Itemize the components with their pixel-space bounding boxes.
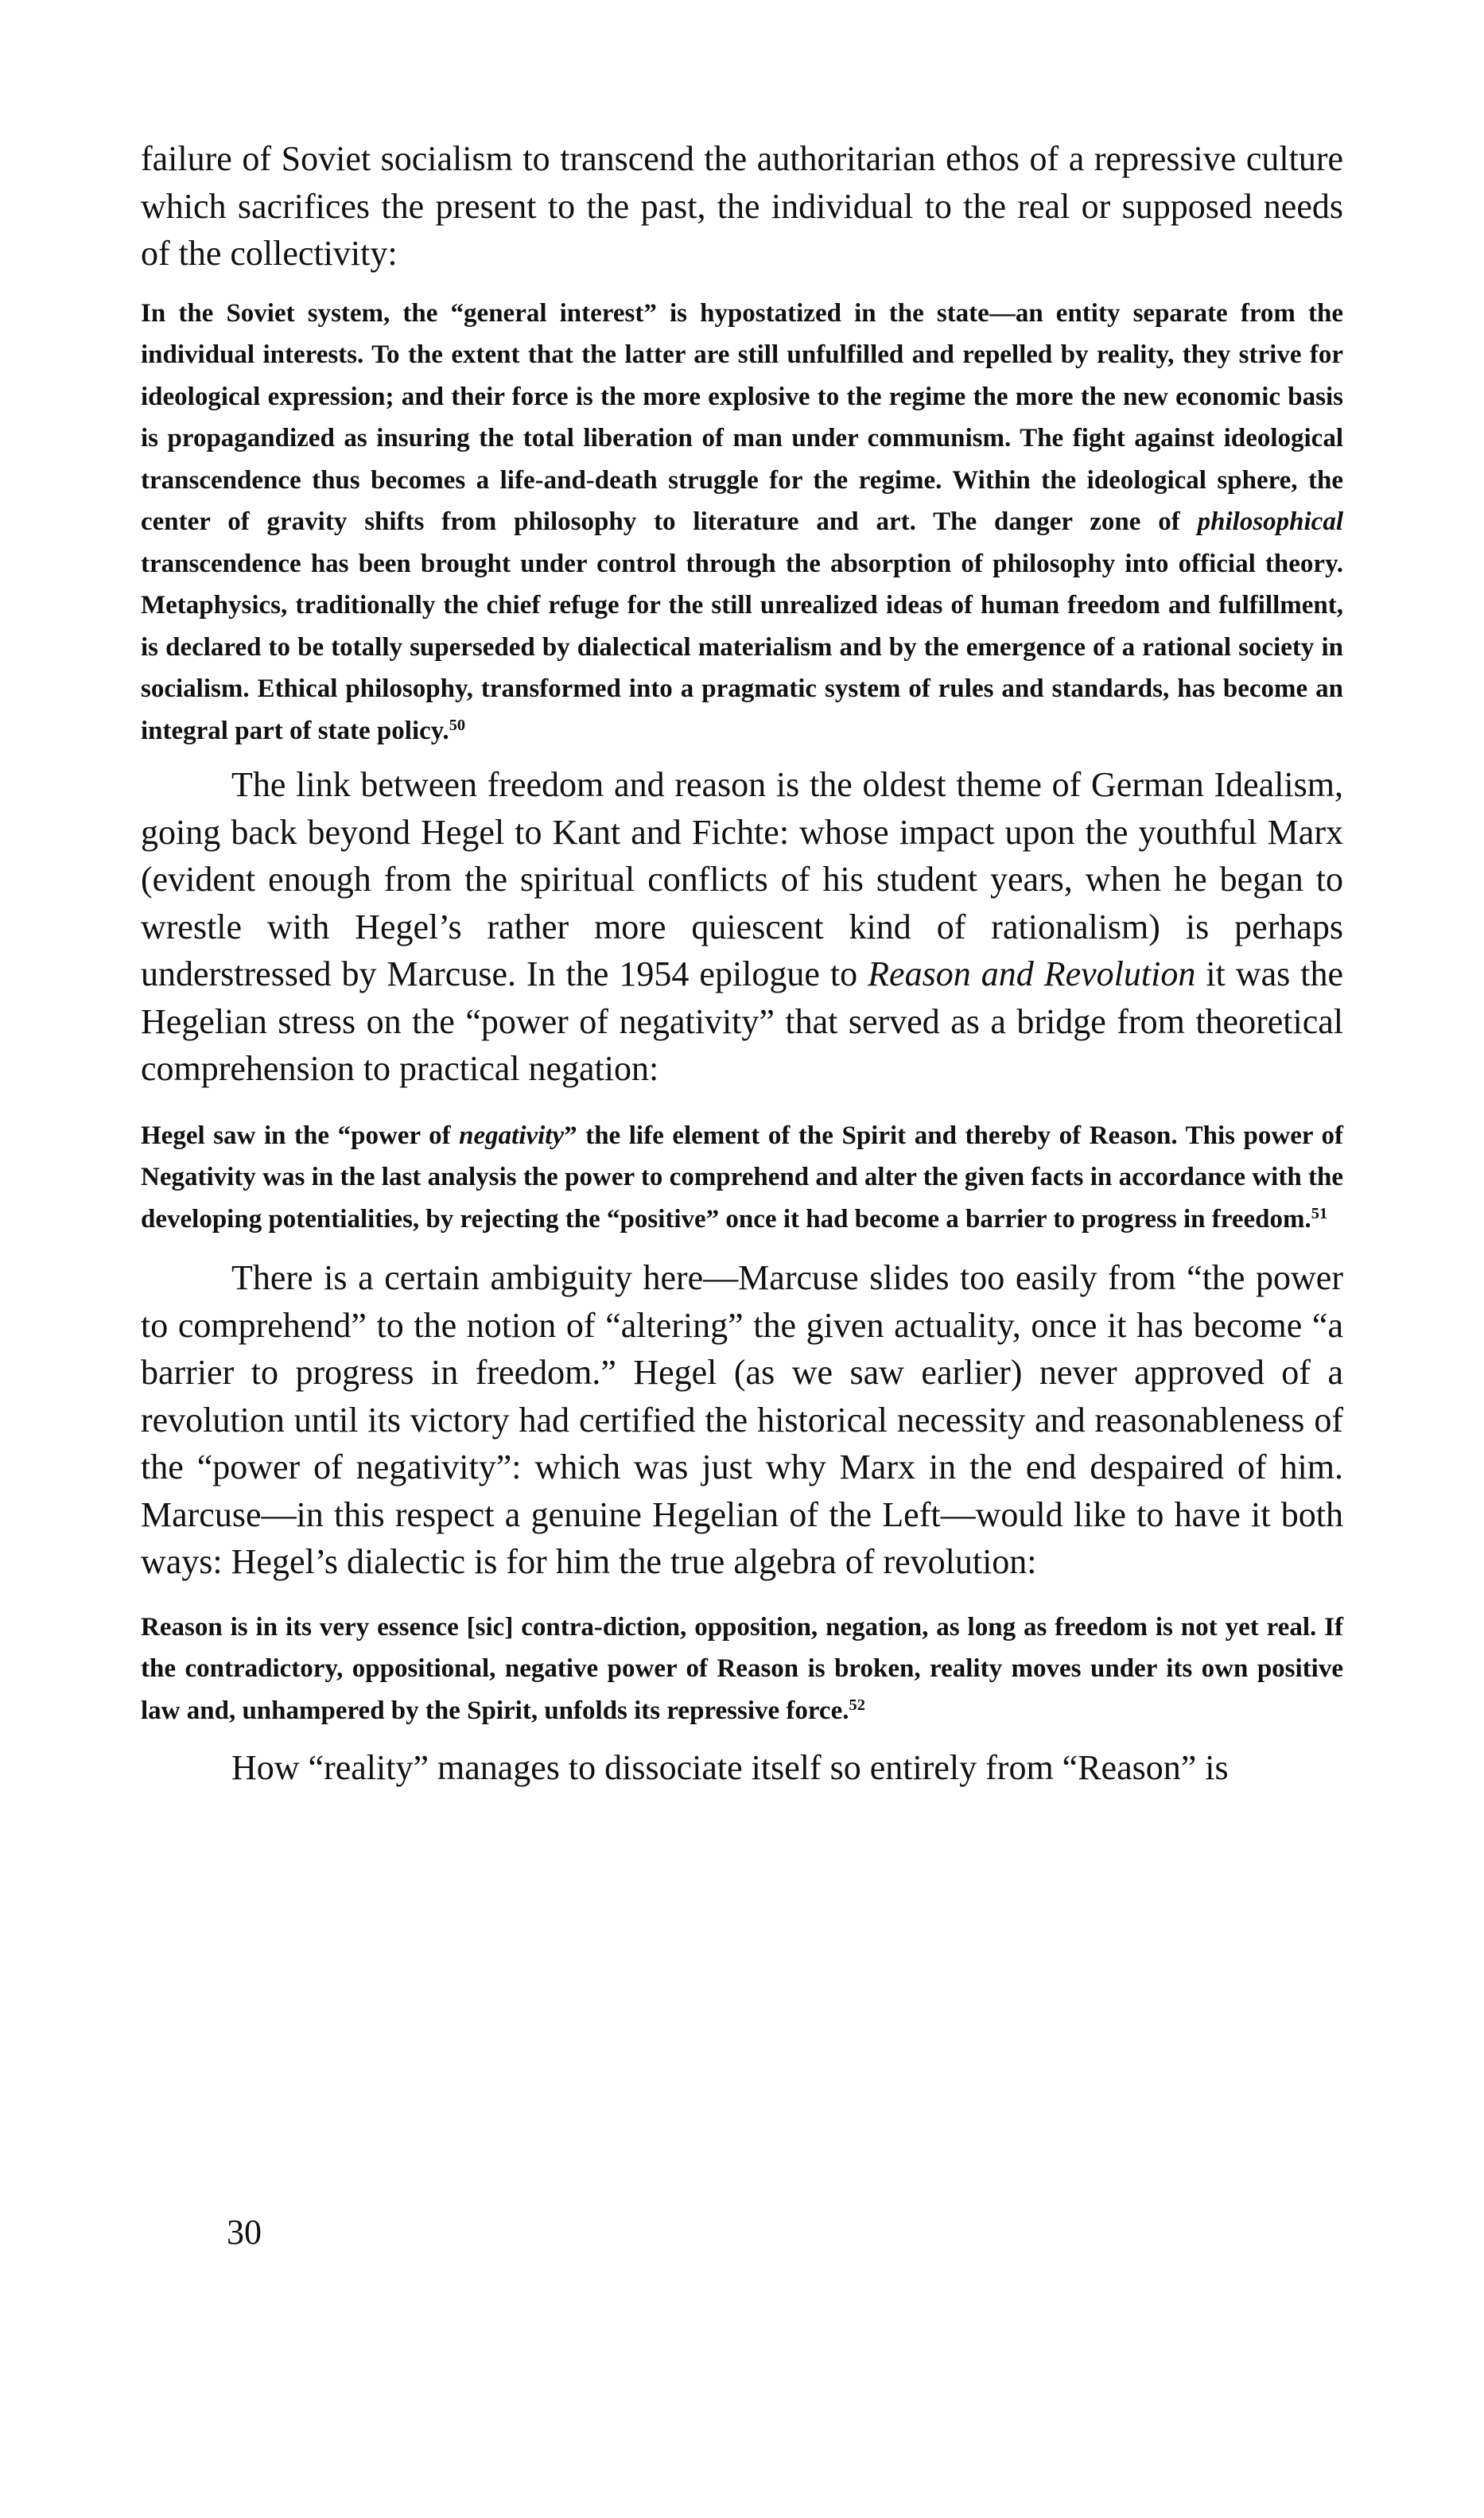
footnote-marker: 50 — [449, 716, 466, 734]
italic-term: philosophical — [1197, 507, 1343, 536]
footnote-marker: 51 — [1311, 1204, 1328, 1222]
footnote-marker: 52 — [849, 1696, 865, 1714]
block-quote-soviet-system — [141, 293, 1343, 752]
paragraph-reality: How “reality” manages to dissociate itself so entirely from “Reason” is — [231, 1748, 1229, 1787]
paragraph-continued: failure of Soviet socialism to transcend the authoritarian ethos of a repressive culture which sacrifices the present to the past, the individual to the real or supposed needs of the collectivity: — [141, 139, 1343, 273]
quote-text: In the Soviet system, the “general interest” is hypostatized in the state—an entity separate from the individual interests. To the extent that the latter are still unfulfilled and repelled by reality, they strive for ideological expression; and their force is the more explosive to the regime the more the new economic basis is propagandized as insuring the total liberation of man under communism. The fight against ideological transcendence thus becomes a life-and-death struggle for the regime. Within the ideological sphere, the center of gravity shifts from philosophy to literature and art. The danger zone of — [141, 298, 1343, 536]
block-quote-negativity — [141, 1115, 1343, 1241]
block-quote-reason — [141, 1607, 1343, 1732]
quote-text: ” the life element of the Spirit and thereby of Reason. This power of Negativity was in the last analysis the power to comprehend and alter the given facts in accordance with the developing potentialities, by rejecting the “positive” once it had become a barrier to progress in freedom. — [141, 1121, 1344, 1234]
paragraph-ambiguity: There is a certain ambiguity here—Marcuse slides too easily from “the power to comprehend” to the notion of “altering” the given actuality, once it has become “a barrier to progress in freedom.” Hegel (as we saw earlier) never approved of a revolution until its victory had certified the historical necessity and reasonableness of the “power of negativity”: which was just why Marx in the end despaired of him. Marcuse—in this respect a genuine Hegelian of the Left—would like to have it both ways: Hegel’s dialectic is for him the true algebra of revolution: — [141, 1258, 1343, 1581]
text-column — [141, 135, 1343, 1792]
page-number: 30 — [227, 2213, 262, 2252]
quote-text: Hegel saw in the “power of — [141, 1121, 460, 1150]
book-title: Reason and Revolution — [868, 954, 1196, 993]
quote-text: transcendence has been brought under control through the absorption of philosophy into official theory. Metaphysics, traditionally the chief refuge for the still unrealized ideas of human freedom and fulfillment, is declared to be totally superseded by dialectical materialism and by the emergence of a rational society in socialism. Ethical philosophy, transformed into a pragmatic system of rules and standards, has become an integral part of state policy. — [141, 549, 1343, 745]
quote-text: Reason is in its very essence [sic] contra-diction, opposition, negation, as long as freedom is not yet real. If the contradictory, oppositional, negative power of Reason is broken, reality moves under its own positive law and, unhampered by the Spirit, unfolds its repressive force. — [141, 1612, 1343, 1725]
paragraph-text: it was the Hegelian stress on the “power of negativity” that served as a bridge from theoretical comprehension to practical negation: — [141, 954, 1343, 1088]
italic-term: negativity — [459, 1121, 565, 1150]
paragraph-text: The link between freedom and reason is the oldest theme of German Idealism, going back beyond Hegel to Kant and Fichte: whose impact upon the youthful Marx (evident enough from the spiritual conflicts of his student years, when he began to wrestle with Hegel’s rather more quiescent kind of rationalism) is perhaps understressed by Marcuse. In the 1954 epilogue to — [141, 765, 1343, 993]
paragraph-freedom-reason — [141, 761, 1343, 1093]
